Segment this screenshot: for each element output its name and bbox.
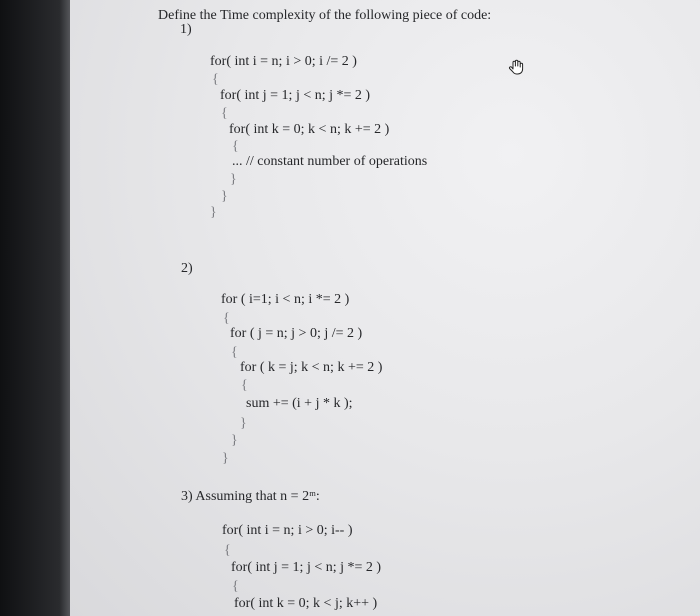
code-line: for( int j = 1; j < n; j *= 2 ) <box>231 560 382 575</box>
code-line: for ( i=1; i < n; i *= 2 ) <box>221 292 350 307</box>
code-line: } <box>222 451 229 466</box>
code-line: for( int j = 1; j < n; j *= 2 ) <box>220 88 371 103</box>
code-line: for ( k = j; k < n; k += 2 ) <box>240 360 383 375</box>
code-line: { <box>241 378 248 393</box>
code-line: sum += (i + j * k ); <box>246 396 353 411</box>
page-title: Define the Time complexity of the following piece of code: <box>158 8 492 23</box>
code-line: { <box>232 579 239 594</box>
code-line: } <box>221 189 228 204</box>
code-line: } <box>230 172 237 187</box>
code-line: } <box>240 416 247 431</box>
code-line: } <box>210 205 217 220</box>
code-line: { <box>221 106 228 121</box>
code-line: { <box>232 139 239 154</box>
question-2-label: 2) <box>181 261 193 276</box>
question-3-heading: 3) Assuming that n = 2ᵐ: <box>181 489 320 504</box>
code-line: { <box>224 543 231 558</box>
code-line: for( int i = n; i > 0; i-- ) <box>222 523 353 538</box>
code-line: for( int k = 0; k < n; k += 2 ) <box>229 122 390 137</box>
code-line: ... // constant number of operations <box>232 154 428 169</box>
background-edge <box>0 0 70 616</box>
hand-cursor-icon <box>507 58 525 76</box>
code-line: { <box>231 345 238 360</box>
code-line: for ( j = n; j > 0; j /= 2 ) <box>230 326 363 341</box>
question-1-label: 1) <box>180 22 192 37</box>
code-line: for( int k = 0; k < j; k++ ) <box>234 596 378 611</box>
paper-sheet <box>70 0 700 616</box>
code-line: { <box>223 311 230 326</box>
code-line: { <box>212 72 219 87</box>
code-line: for( int i = n; i > 0; i /= 2 ) <box>210 54 357 69</box>
code-line: } <box>231 433 238 448</box>
